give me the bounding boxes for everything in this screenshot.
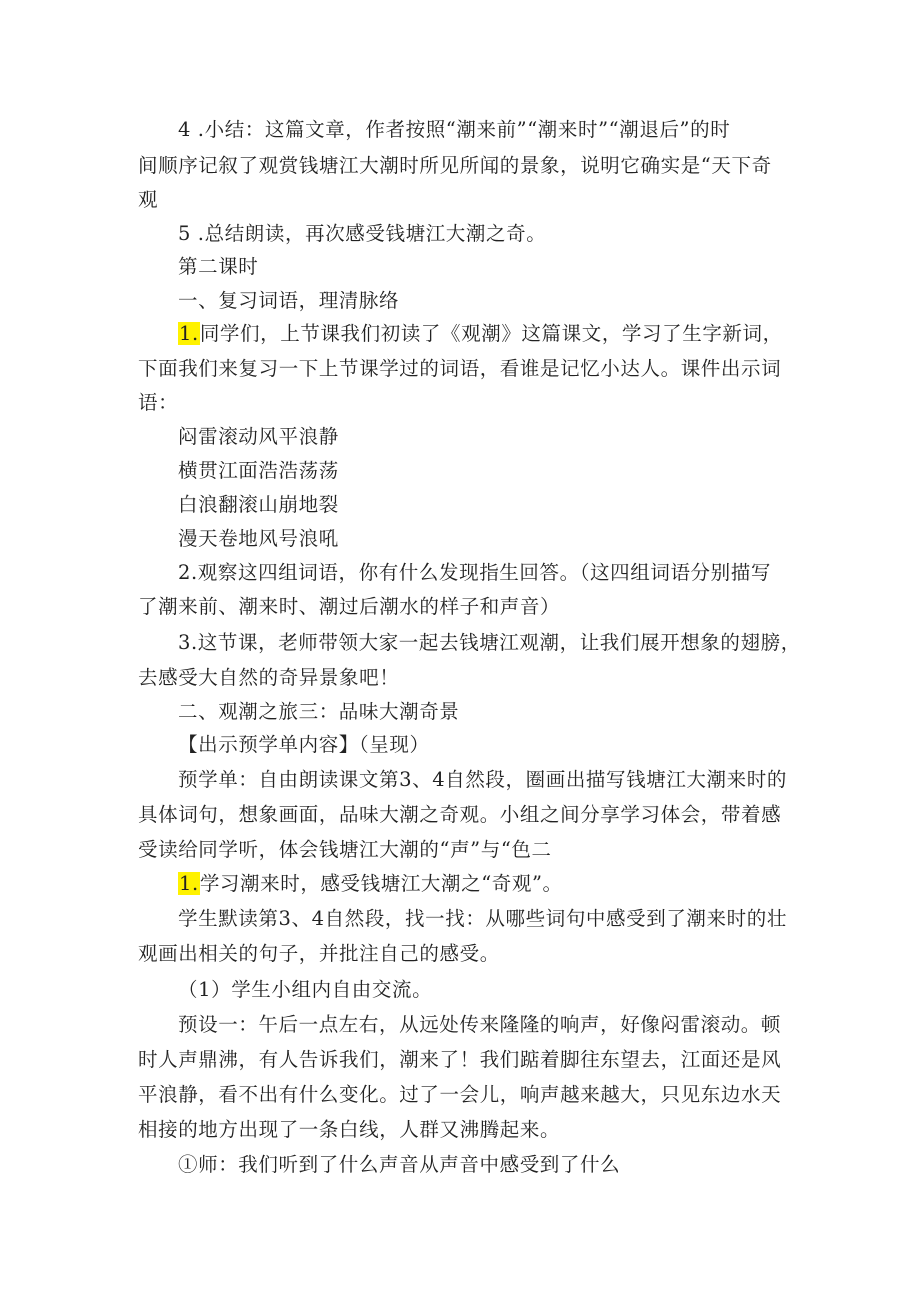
text-line: 4 .小结：这篇文章，作者按照“潮来前”“潮来时”“潮退后”的时	[178, 118, 731, 141]
text-line: 下面我们来复习一下上节课学过的词语，看谁是记忆小达人。课件出示词	[138, 357, 782, 380]
text-line: 3.这节课，老师带领大家一起去钱塘江观潮，让我们展开想象的翅膀，	[178, 631, 801, 654]
vocab-line: 横贯江面浩浩荡荡	[178, 459, 339, 482]
vocab-line: 闷雷滚动风平浪静	[178, 425, 339, 448]
text-line: 受读给同学听，体会钱塘江大潮的“声”与“色二	[138, 838, 552, 861]
text-line: 2.观察这四组词语，你有什么发现指生回答。（这四组词语分别描写	[178, 561, 771, 584]
text-line: 间顺序记叙了观赏钱塘江大潮时所见所闻的景象，说明它确实是“天下奇	[138, 154, 772, 177]
section-heading: 第二课时	[178, 255, 259, 278]
text-line: 相接的地方出现了一条白线，人群又沸腾起来。	[138, 1118, 561, 1141]
text-line: 语：	[138, 391, 179, 414]
highlighted-number: 1.	[179, 872, 199, 895]
text-line: ①师：我们听到了什么声音从声音中感受到了什么	[178, 1153, 621, 1176]
vocab-line: 漫天卷地风号浪吼	[178, 527, 339, 550]
text-line: 预学单：自由朗读课文第3、4自然段，圈画出描写钱塘江大潮来时的	[178, 768, 787, 791]
text-line: 观	[138, 188, 159, 211]
text-line: 5 .总结朗读，再次感受钱塘江大潮之奇。	[178, 222, 547, 245]
text-line: 预设一：午后一点左右，从远处传来隆隆的响声，好像闷雷滚动。顿	[178, 1013, 782, 1036]
text-line: 具体词句，想象画面，品味大潮之奇观。小组之间分享学习体会，带着感	[138, 803, 782, 826]
text-line	[178, 320, 783, 348]
section-heading: 一、复习词语，理清脉络	[178, 289, 400, 312]
text-line: 时人声鼎沸，有人告诉我们，潮来了！我们踮着脚往东望去，江面还是风	[138, 1048, 782, 1071]
text-line: 了潮来前、潮来时、潮过后潮水的样子和声音）	[138, 595, 561, 618]
text-line: 平浪静，看不出有什么变化。过了一会儿，响声越来越大，只见东边水天	[138, 1083, 782, 1106]
text-line: （1）学生小组内自由交流。	[178, 978, 433, 1001]
text-span: 学习潮来时，感受钱塘江大潮之“奇观”。	[199, 872, 563, 895]
section-heading: 二、观潮之旅三：品味大潮奇景	[178, 700, 460, 723]
text-line: 观画出相关的句子，并批注自己的感受。	[138, 942, 500, 965]
vocab-line: 白浪翻滚山崩地裂	[178, 493, 339, 516]
text-line: 学生默读第3、4自然段，找一找：从哪些词句中感受到了潮来时的壮	[178, 907, 787, 930]
text-line: 【出示预学单内容】（呈现）	[178, 733, 430, 756]
text-line: 去感受大自然的奇异景象吧！	[138, 666, 400, 689]
text-line	[178, 870, 563, 898]
highlighted-number: 1.	[179, 322, 199, 345]
text-span: 同学们，上节课我们初读了《观潮》这篇课文，学习了生字新词，	[199, 322, 783, 345]
